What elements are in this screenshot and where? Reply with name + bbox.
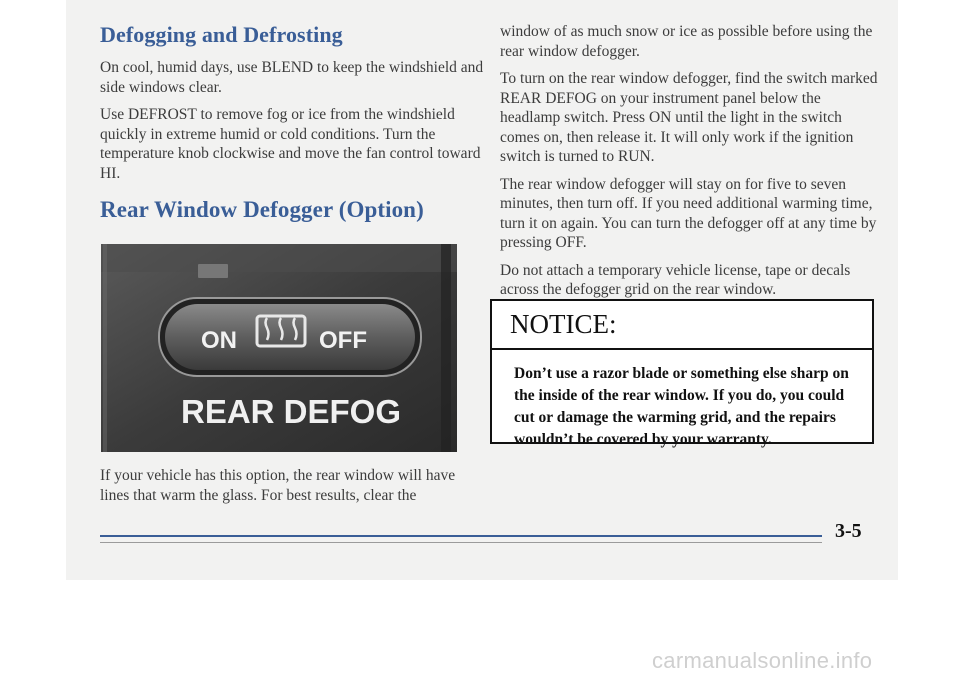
panel-label: REAR DEFOG (181, 393, 402, 430)
watermark: carmanualsonline.info (652, 648, 873, 673)
paragraph: To turn on the rear window defogger, find the switch marked REAR DEFOG on your instrument panel below the headlamp switch. Press ON until the light in the switch comes on, then release it. It will only work if the ignition switch is turned to RUN. (500, 70, 878, 165)
right-column (500, 22, 878, 308)
notice-title: NOTICE: (492, 301, 872, 350)
off-label: OFF (319, 327, 367, 354)
on-label: ON (201, 327, 237, 354)
paragraph: Do not attach a temporary vehicle license, tape or decals across the defogger grid on the rear window. (500, 261, 851, 298)
footer-rule (100, 535, 822, 537)
paragraph: window of as much snow or ice as possible before using the rear window defogger. (500, 23, 873, 60)
notice-box (490, 299, 874, 448)
left-column (100, 22, 485, 223)
paragraph: On cool, humid days, use BLEND to keep the windshield and side windows clear. (100, 59, 484, 96)
caption-paragraph: If your vehicle has this option, the rear window will have lines that warm the glass. For best results, clear the (100, 467, 456, 504)
footer-rule-thin (100, 542, 822, 543)
paragraph: The rear window defogger will stay on for five to seven minutes, then turn off. If you need additional warming time, turn it on again. You can turn the defogger off at any time by pressing OFF. (500, 175, 877, 251)
section-heading: Defogging and Defrosting (100, 22, 343, 47)
paragraph: Use DEFROST to remove fog or ice from the windshield quickly in extreme humid or cold conditions. Turn the temperature knob clockwise and move the fan control toward HI. (100, 106, 481, 182)
notice-body: Don’t use a razor blade or something else sharp on the inside of the rear window. If you do, you could cut or damage the warming grid, and the repairs wouldn’t be covered by your warranty. (514, 365, 849, 448)
subsection-heading: Rear Window Defogger (Option) (100, 197, 424, 222)
page-number: 3-5 (835, 520, 862, 542)
rear-defog-switch-photo (101, 244, 457, 452)
